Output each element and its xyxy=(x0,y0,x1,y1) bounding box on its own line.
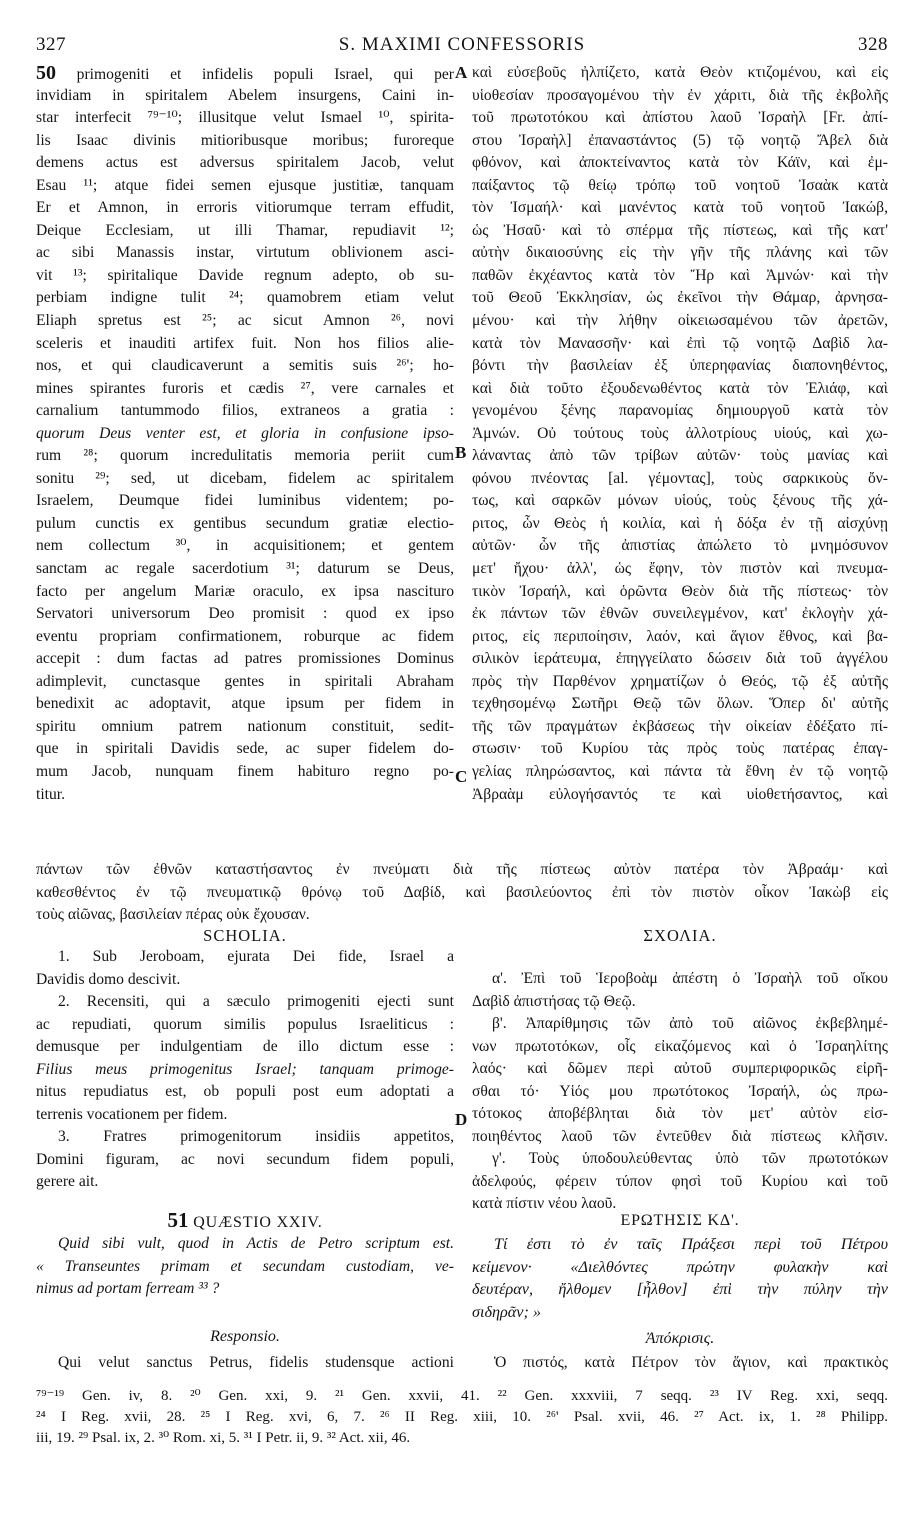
scholia-line: β'. Ἀπαρίθμησις τῶν ἀπὸ τοῦ αἰῶνος ἐκβεβλημέ- xyxy=(492,1015,888,1032)
latin-line: pulum cunctis ex gentibus secundum gratiæ electio- xyxy=(36,514,454,532)
question-line: nimus ad portam ferream ³³ ? xyxy=(36,1280,220,1297)
question-line: δευτέραν, ἤλθομεν [ἦλθον] ἐπὶ τὴν πύλην τὴν xyxy=(472,1280,888,1298)
question-number: 51 xyxy=(167,1208,189,1232)
latin-line: invidiam in spiritalem Abelem insurgens, Caini in- xyxy=(36,86,454,104)
greek-line: αὐτὴν δικαιοσύνης εἰς τὴν γῆν τῆς πλάνης καὶ τῶν xyxy=(472,244,888,262)
greek-line: λάναντας ἀπὸ τῶν τρίβων αὐτῶν· τοὺς μανίας καὶ xyxy=(472,447,888,465)
latin-line: Israelem, Deumque fidei luminibus videntem; po- xyxy=(36,492,454,510)
response-text-greek xyxy=(472,1352,888,1375)
scholia-line: Filius meus primogenitus Israel; tanquam primoge- xyxy=(36,1060,454,1078)
scholia-line: α'. Ἐπὶ τοῦ Ἱεροβοὰμ ἀπέστη ὁ Ἰσραὴλ τοῦ οἴκου xyxy=(492,970,888,987)
latin-line: Er et Amnon, in erroris vitiorumque terram effudit, xyxy=(36,199,454,217)
greek-line: αὐτῶν· ὧν τῆς ἀπιστίας ἀπώλετο τὸ μνημόσυνον xyxy=(472,537,888,555)
latin-line: quorum Deus venter est, et gloria in confusione ipso- xyxy=(36,424,454,442)
scholia-line: τότοκος ἀποβέβληται διὰ τὸν μετ' αὐτὸν εἰσ- xyxy=(472,1105,888,1122)
greek-line: στωσιν· τοῦ Κυρίου τὰς πρὸς τοὺς πατέρας ἐπαγ- xyxy=(472,740,888,758)
greek-line: πρὸς τὴν Παρθένον χρηματίζων ὁ Θεός, τῷ ἐξ αὐτῆς xyxy=(472,672,888,690)
greek-line: τικὸν Ἰσραήλ, καὶ ὁρῶντα Θεὸν διὰ τῆς πίστεως· τὸν xyxy=(472,582,888,600)
greek-line: τως, καὶ σαρκῶν μόνων υἱούς, τοὺς ξένους τῆς χά- xyxy=(472,492,888,510)
margin-letter-c: C xyxy=(455,767,468,786)
right-page-number: 328 xyxy=(858,34,888,55)
latin-line: demens actus est adversus spiritalem Jacob, velut xyxy=(36,154,454,172)
response-heading-latin: Responsio. xyxy=(210,1328,280,1345)
latin-line: spiritu omnium patrem nationum constituit, sedit- xyxy=(36,717,454,735)
footnote-line: ⁷⁹⁻¹⁹ Gen. iv, 8. ²⁰ Gen. xxi, 9. ²¹ Gen. xxvii, 41. ²² Gen. xxxviii, 7 seqq. ²³ IV Reg. xxi, seqq. xyxy=(36,1388,888,1404)
scholia-line: 3. Fratres primogenitorum insidiis appetitos, xyxy=(58,1128,454,1145)
latin-line: mines spirantes furoris et cædis ²⁷, vere carnales et xyxy=(36,379,454,397)
latin-line: nem collectum ³⁰, in acquisitionem; et gentem xyxy=(36,537,454,555)
greek-line: ἐκ πάντων τῶν ἐθνῶν συνειλεγμένον, κατ' ἐκλογὴν χά- xyxy=(472,605,888,623)
greek-line: παίξαντος τῷ θείῳ τρόπῳ τοῦ νοητοῦ Ἰσαὰκ κατὰ xyxy=(472,176,888,194)
question-text-latin xyxy=(36,1233,454,1301)
scholia-line: Davidis domo descivit. xyxy=(36,970,181,988)
scholia-latin xyxy=(36,946,454,1194)
scholia-line: γ'. Τοὺς ὑποδουλεύθεντας ὑπὸ τῶν πρωτοτόκων xyxy=(492,1150,888,1167)
question-line: κείμενον· «Διελθόντες πρώτην φυλακὴν καὶ xyxy=(472,1257,888,1276)
latin-line: perbiam indigne tulit ²⁴; quamobrem etiam velut xyxy=(36,289,454,307)
greek-line: Ἀμνών. Οὐ τούτους τοὺς ἀλλοτρίους υἱούς, καὶ χω- xyxy=(472,424,888,442)
greek-line: τοῦ Θεοῦ Ἐκκλησίαν, ὡς ἐκεῖνοι τὴν Θάμαρ, ἀρνησα- xyxy=(472,289,888,307)
footnote-line: iii, 19. ²⁹ Psal. ix, 2. ³⁰ Rom. xi, 5. ³¹ I Petr. ii, 9. ³² Act. xii, 46. xyxy=(36,1430,411,1446)
latin-line: que in spiritali Davidis sede, ac super fidelem do- xyxy=(36,740,454,758)
greek-line: γενομένου ξένης παρανομίας δημιουργοῦ κατὰ τὸν xyxy=(472,402,888,420)
scholia-line: Domini figuram, ac novi secundum fidem populi, xyxy=(36,1150,454,1168)
scholia-line: λαός· καὶ δῶμεν περὶ αὐτοῦ συμπεριφορικῶς εἰρῆ- xyxy=(472,1060,888,1077)
latin-line: accepit : dum factas ad patres promissiones Dominus xyxy=(36,650,454,668)
scholia-greek xyxy=(472,968,888,1216)
greek-line: τοῦ πρωτοτόκου καὶ ἀπίστου λαοῦ Ἰσραὴλ [Fr. ἀπί- xyxy=(472,109,888,127)
question-line: Τί ἐστι τὸ ἐν ταῖς Πράξεσι περὶ τοῦ Πέτρου xyxy=(494,1235,888,1253)
fullwidth-line: πάντων τῶν ἐθνῶν καταστήσαντος ἐν πνεύματι διὰ τῆς πίστεως αὐτὸν πατέρα τὸν Ἀβραάμ· καὶ xyxy=(36,861,888,878)
latin-line: lis Isaac divinis mitioribusque moribus; furoreque xyxy=(36,131,454,149)
latin-line: sceleris et inauditi artifex fuit. Non hos filios alie- xyxy=(36,334,454,352)
greek-line: υἱοθεσίαν προσαγομένου τὴν ἐν χάριτι, διὰ τῆς ἐκβολῆς xyxy=(472,86,888,104)
question-line: « Transeuntes primam et secundam custodiam, ve- xyxy=(36,1257,454,1275)
footnotes xyxy=(36,1386,888,1449)
greek-line: παθῶν ἐκχέαντος κατὰ τὸν Ἤρ καὶ Ἀμνών· καὶ τὴν xyxy=(472,266,888,284)
latin-line: facto per angelum Mariæ oraculo, ex ipsa nascituro xyxy=(36,582,454,600)
greek-column xyxy=(472,62,888,806)
running-title: S. MAXIMI CONFESSORIS xyxy=(338,34,586,55)
scholia-line: σθαι τό· Υἱός μου πρωτότοκος Ἰσραήλ, ὡς πρω- xyxy=(472,1082,888,1100)
latin-line: mum Jacob, nunquam finem habituro regno po- xyxy=(36,762,454,780)
latin-line: nos, et qui claudicaverunt a semitis suis ²⁶'; ho- xyxy=(36,357,454,375)
running-header xyxy=(36,34,888,60)
greek-line: ριτος, ὧν Θεὸς ἡ κοιλία, καὶ ἡ δόξα ἐν τῇ αἰσχύνῃ xyxy=(472,514,888,532)
greek-line: καὶ διὰ τοῦτο ἐξουδενωθέντος κατὰ τὸν Ἐλιάφ, καὶ xyxy=(472,379,888,397)
question-line: Quid sibi vult, quod in Actis de Petro scriptum est. xyxy=(58,1235,454,1252)
latin-line: eventu propriam confirmationem, roburque ac fidem xyxy=(36,627,454,645)
latin-line: adimplevit, cunctasque gentes in spiritali Abraham xyxy=(36,672,454,690)
latin-line: carnalium tantummodo filios, extraneos a gratia : xyxy=(36,402,454,420)
latin-line: Eliaph spretus est ²⁵; ac sicut Amnon ²⁶, novi xyxy=(36,312,454,330)
latin-line: titur. xyxy=(36,785,66,803)
response-heading-greek: Ἀπόκρισις. xyxy=(645,1330,715,1347)
latin-line: sonitu ²⁹; sed, ut dicebam, fidelem ac spiritalem xyxy=(36,469,454,487)
greek-line: ριτος, εἰς περιποίησιν, λαόν, καὶ ἅγιον ἔθνος, καὶ βα- xyxy=(472,627,888,645)
greek-line: βόντι τὴν βασιλείαν ἐξ ὑπερηφανίας διαπονηθέντος, xyxy=(472,357,888,375)
greek-line: σιλικὸν ἱεράτευμα, ἐπηγγείλατο δώσειν διὰ τοῦ ἀγγέλου xyxy=(472,650,888,668)
scholia-line: ac repudiati, quorum similis populus Israeliticus : xyxy=(36,1015,454,1033)
latin-column xyxy=(36,62,454,806)
question-title: QUÆSTIO XXIV. xyxy=(193,1214,323,1231)
scholia-line: ἀδελφούς, φέρειν τύπον φησὶ τοῦ Κυρίου καὶ τοῦ xyxy=(472,1172,888,1190)
latin-line: benedixit ac adoptavit, atque ipsum per fidem in xyxy=(36,695,454,713)
question-heading-latin xyxy=(36,1208,454,1233)
greek-line: τῆς τῶν πραγμάτων ἐκβάσεως τὴν οἰκείαν ἐδέξατο πί- xyxy=(472,717,888,735)
response-line: Qui velut sanctus Petrus, fidelis studensque actioni xyxy=(58,1354,454,1371)
latin-line: ac sibi Manassis instar, virtutum oblivionem asci- xyxy=(36,244,454,262)
greek-line: μετ' ἤχου· ἀλλ', ὡς ἔφην, τὸν πιστὸν καὶ πνευμα- xyxy=(472,560,888,578)
fullwidth-line: καθεσθέντος ἐν τῷ πνευματικῷ θρόνῳ τοῦ Δαβίδ, καὶ βασιλεύοντος ἐπὶ τὸν πιστὸν οἶκον Ἰακὼβ εἰς xyxy=(36,883,888,901)
scholia-line: 1. Sub Jeroboam, ejurata Dei fide, Israel a xyxy=(58,948,454,965)
scholia-heading-greek: ΣΧΟΛΙΑ. xyxy=(643,926,717,945)
margin-letter-b: B xyxy=(455,443,467,462)
scholia-line: ποιηθέντος λαοῦ τῶν ἐντεῦθεν διὰ πίστεως κλῆσιν. xyxy=(472,1127,888,1145)
greek-line: φθόνον, καὶ ἀποκτείναντος κατὰ τὸν Κάϊν, καὶ ἐμ- xyxy=(472,154,888,172)
latin-line: star interfecit ⁷⁹⁻¹⁰; illusitque velut Ismael ¹⁰, spirita- xyxy=(36,109,454,127)
margin-letter-a: A xyxy=(455,63,468,82)
greek-line: κατὰ τὸν Μανασσῆν· καὶ ἐπὶ τῷ νοητῷ Δαβὶδ λα- xyxy=(472,334,888,352)
latin-line: Servatori universorum Deo promisit : quod ex ipso xyxy=(36,605,454,623)
latin-line: Deique Ecclesiam, ut illi Thamar, repudiavit ¹²; xyxy=(36,221,454,239)
greek-line: Ἀβραὰμ εὐλογήσαντός τε καὶ υἱοθετήσαντος, καὶ xyxy=(472,785,888,803)
latin-line: rum ²⁸; quorum incredulitatis memoria periit cum xyxy=(36,447,454,465)
greek-line: μένου· καὶ τὴν λήθην οἰκειωσαμένου τῶν ἀρετῶν, xyxy=(472,312,888,330)
fullwidth-greek-text xyxy=(36,859,888,927)
greek-line: καὶ εὐσεβοῦς ἠλπίζετο, κατὰ Θεὸν κτιζομένου, καὶ εἰς xyxy=(472,64,888,81)
scholia-line: 2. Recensiti, qui a sæculo primogeniti ejecti sunt xyxy=(58,993,454,1010)
latin-line: Esau ¹¹; atque fidei semen ejusque justitiæ, tanquam xyxy=(36,176,454,194)
scholia-line: terrenis vocationem per fidem. xyxy=(36,1105,228,1123)
question-heading-greek: ΕΡΩΤΗΣΙΣ ΚΔ'. xyxy=(620,1212,740,1229)
fullwidth-line: τοὺς αἰῶνας, βασιλείαν πέρας οὐκ ἔχουσαν. xyxy=(36,906,310,923)
question-line: σιδηρᾶν; » xyxy=(472,1302,542,1321)
scholia-line: κατὰ πίστιν νέου λαοῦ. xyxy=(472,1195,617,1212)
left-page-number: 327 xyxy=(36,34,66,55)
greek-line: ὡς Ἠσαῦ· καὶ τὸ σπέρμα τῆς πίστεως, καὶ τῆς κατ' xyxy=(472,221,888,239)
greek-line: τεχθησομένῳ Σωτῆρι Θεῷ τῶν ὅλων. Ὅπερ δι' αὐτῆς xyxy=(472,695,888,713)
scholia-line: Δαβὶδ ἀπιστήσας τῷ Θεῷ. xyxy=(472,992,636,1010)
scholia-line: demusque per indulgentiam de illo dictum esse : xyxy=(36,1038,454,1055)
response-line: Ὁ πιστός, κατὰ Πέτρον τὸν ἅγιον, καὶ πρακτικὸς xyxy=(494,1354,888,1371)
greek-line: τὸν Ἰσμαήλ· καὶ μανέντος κατὰ τοῦ νοητοῦ Ἰακώβ, xyxy=(472,199,888,217)
section-number: 50 xyxy=(36,62,56,84)
greek-line: φόνου πνέοντας [al. γέμοντας], τοὺς σαρκικοὺς ὄν- xyxy=(472,469,888,487)
greek-line: γελίας πληρώσαντος, καὶ πάντα τὰ ἔθνη ἐν τῷ νοητῷ xyxy=(472,762,888,780)
scholia-line: gerere ait. xyxy=(36,1173,99,1190)
scholia-line: nitus repudiatus est, ob populi post eum adoptati a xyxy=(36,1083,454,1100)
question-text-greek xyxy=(472,1233,888,1323)
margin-letter-d: D xyxy=(455,1110,468,1129)
footnote-line: ²⁴ I Reg. xvii, 28. ²⁵ I Reg. xvi, 6, 7. ²⁶ II Reg. xiii, 10. ²⁶' Psal. xvii, 46. ²⁷ Act. ix, 1. ²⁸ Philipp. xyxy=(36,1409,888,1425)
scholia-line: νων πρωτοτόκων, οἷς εἰκαζόμενος καὶ ὁ Ἰσραηλίτης xyxy=(472,1037,888,1055)
latin-line: vit ¹³; spiritalique Davide regnum adepto, ob su- xyxy=(36,266,454,284)
latin-line: sanctam ac regale sacerdotium ³¹; daturum se Deus, xyxy=(36,560,454,578)
latin-line: 50 primogeniti et infidelis populi Israel, qui per xyxy=(36,62,454,84)
scholia-heading-latin: SCHOLIA. xyxy=(203,926,287,945)
response-text-latin xyxy=(36,1352,454,1375)
greek-line: στου Ἰσραὴλ] ἐπαναστάντος (5) τῷ νοητῷ Ἄβελ διὰ xyxy=(472,131,888,149)
